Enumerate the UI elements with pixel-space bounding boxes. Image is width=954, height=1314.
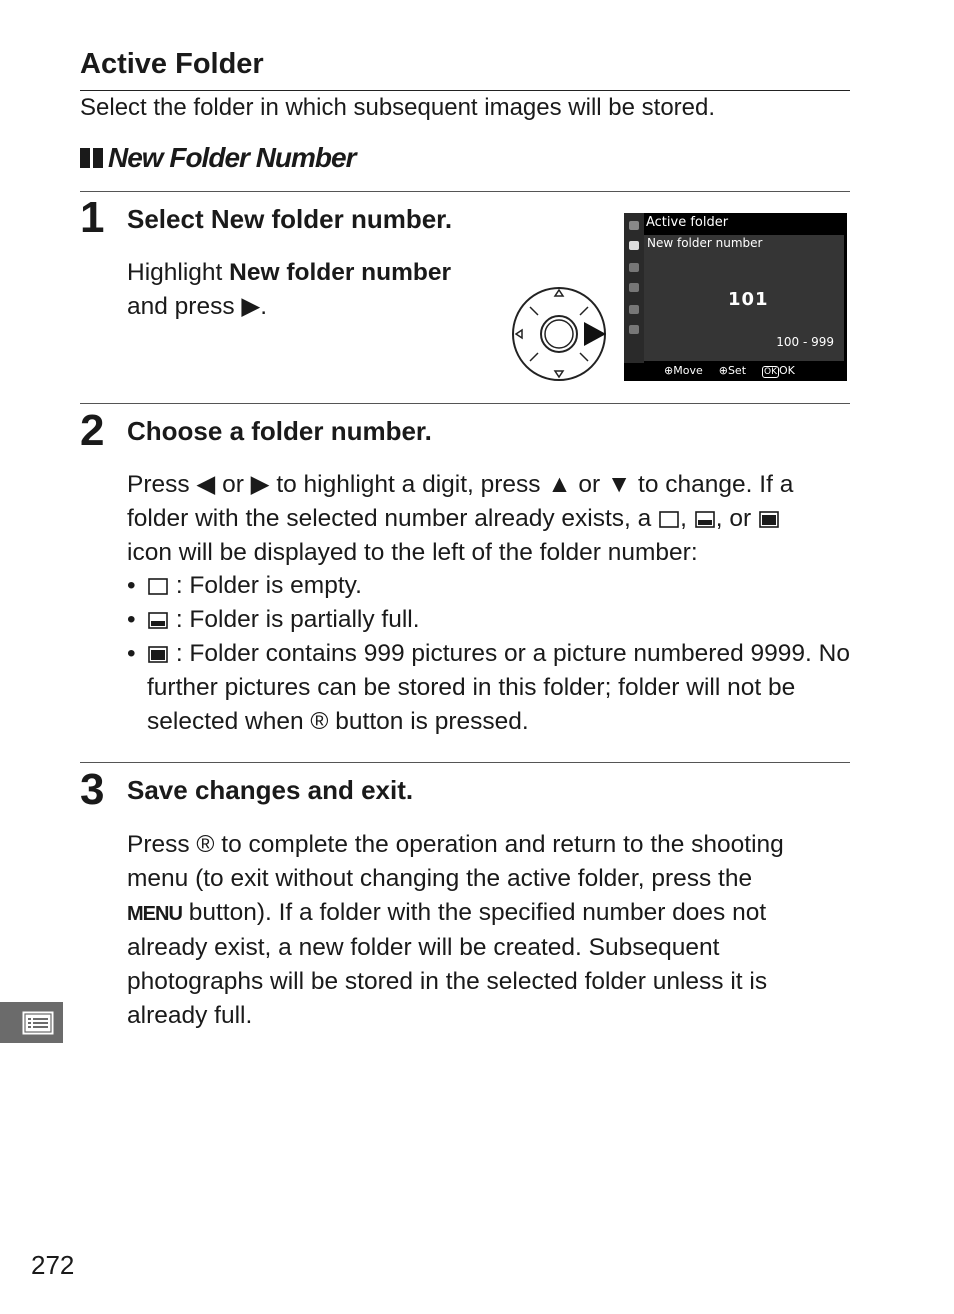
screen-title: Active folder	[646, 215, 729, 230]
section-rule	[80, 90, 850, 91]
step-text: already full.	[127, 1001, 253, 1029]
camera-tab-icon	[629, 241, 639, 250]
step-number: 3	[80, 765, 105, 814]
folder-status-list	[127, 569, 852, 738]
step-text: already exist, a new folder will be created. Subsequent	[127, 934, 720, 962]
partial-folder-icon	[147, 610, 169, 630]
set-hint: ⊕Set	[718, 364, 747, 377]
setup-tab-icon	[629, 283, 639, 292]
screen-subtitle: New folder number	[647, 236, 763, 250]
full-folder-icon	[147, 644, 169, 664]
step-text: photographs will be stored in the selected folder unless it is	[127, 968, 768, 996]
step-text-bold: New folder number	[229, 259, 452, 286]
camera-screen	[624, 213, 847, 381]
list-item: • : Folder is empty.	[127, 569, 852, 603]
subsection-title	[80, 142, 355, 174]
section-title: Active Folder	[80, 48, 264, 80]
step-text: folder with the selected number already exists, a , , or	[127, 502, 852, 536]
multi-selector-icon	[510, 285, 610, 383]
empty-folder-icon	[147, 576, 169, 596]
folder-number-value: 101	[728, 289, 769, 310]
step-heading	[127, 204, 452, 235]
step-text: MENU button). If a folder with the specified number does not	[127, 898, 767, 926]
divider	[80, 762, 850, 763]
list-item: • : Folder is partially full.	[127, 603, 852, 637]
full-folder-icon	[758, 509, 780, 529]
section-tab	[0, 1002, 63, 1043]
divider	[80, 403, 850, 404]
step-body	[127, 256, 497, 324]
step-text: Press ® to complete the operation and return to the shooting	[127, 831, 784, 858]
subsection-title-text: New Folder Number	[108, 142, 356, 173]
screen-hints	[664, 364, 795, 377]
step-text: Highlight	[127, 259, 230, 286]
empty-folder-icon	[658, 509, 680, 529]
step-number: 2	[80, 406, 105, 455]
recent-tab-icon	[629, 325, 639, 334]
custom-tab-icon	[629, 263, 639, 272]
section-description: Select the folder in which subsequent images will be stored.	[80, 94, 716, 121]
step-text: and press ▶.	[127, 292, 268, 320]
ok-hint: OK OK	[764, 364, 795, 377]
multi-selector-icon: ⊕	[664, 364, 674, 377]
step-text: icon will be displayed to the left of the folder number:	[127, 538, 698, 566]
playback-tab-icon	[629, 221, 639, 230]
menu-list-icon	[22, 1011, 54, 1035]
screen-menu-tabs	[624, 213, 644, 363]
subsection-marker-icon	[80, 148, 103, 168]
menu-button-label: MENU	[127, 902, 182, 925]
move-hint: ⊕Move	[664, 364, 703, 377]
ok-button-icon: OK	[764, 367, 778, 377]
folder-number-range: 100 - 999	[776, 335, 834, 349]
page-number: 272	[31, 1250, 75, 1280]
multi-selector-icon: ⊕	[718, 364, 728, 377]
step-heading: Save changes and exit.	[127, 775, 414, 805]
list-item: • : Folder contains 999 pictures or a picture numbered 9999. No further pictures can be stored in this folder; folder will not be selected when ® button is pressed.	[127, 637, 852, 738]
step-heading: Choose a folder number.	[127, 416, 432, 446]
step-heading-bold: New folder number.	[210, 204, 453, 234]
step-body	[127, 828, 852, 1033]
retouch-tab-icon	[629, 305, 639, 314]
divider	[80, 191, 850, 192]
step-text: menu (to exit without changing the active folder, press the	[127, 864, 753, 892]
screen-panel	[644, 235, 844, 361]
partial-folder-icon	[694, 509, 716, 529]
step-body	[127, 468, 852, 738]
step-text: Press ◀ or ▶ to highlight a digit, press ▲ or ▼ to change. If a	[127, 471, 794, 498]
step-number: 1	[80, 193, 105, 242]
step-heading-prefix: Select	[127, 204, 211, 234]
